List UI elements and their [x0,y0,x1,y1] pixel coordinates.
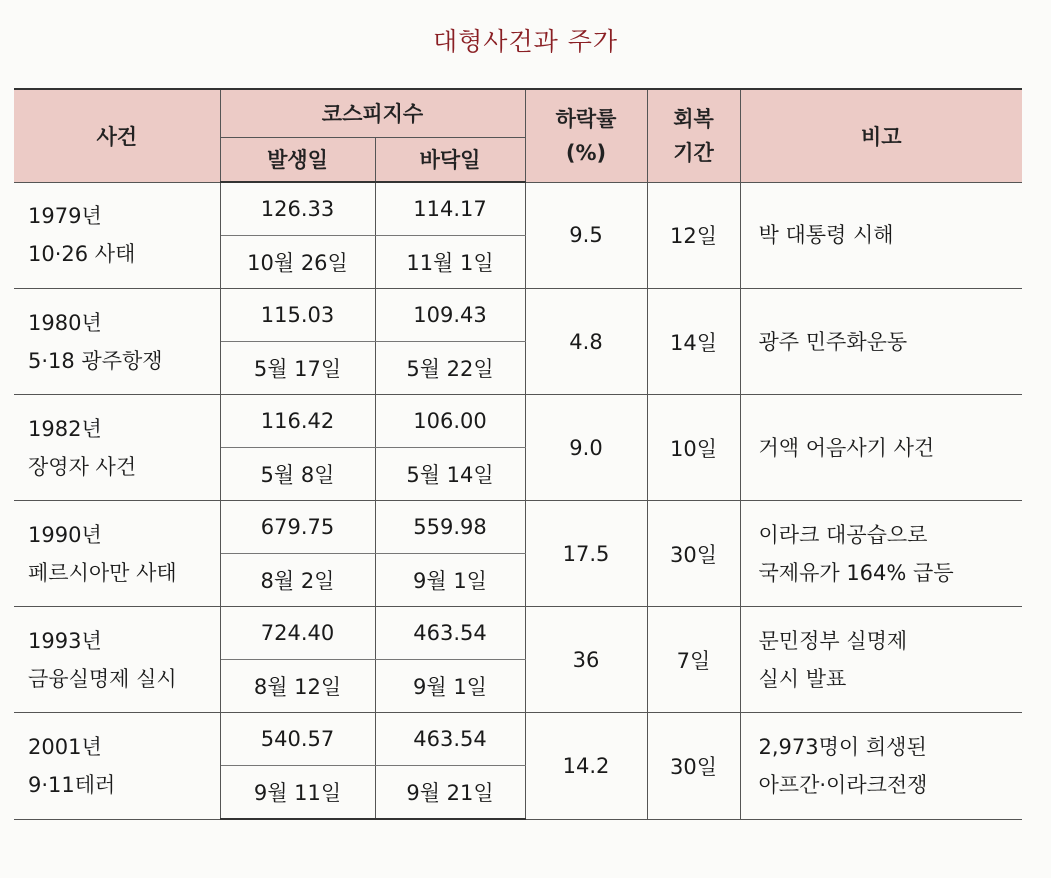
table-row [14,607,1022,660]
note-line2: 아프간·이라크전쟁 [758,772,928,797]
decline-rate: 9.5 [525,182,647,289]
event-year: 1979년 [28,204,102,229]
event-cell [14,182,220,289]
bottom-date: 9월 21일 [375,766,525,820]
decline-rate: 14.2 [525,713,647,820]
header-recovery-line2: 기간 [673,140,714,165]
occurrence-date: 5월 8일 [220,448,375,501]
note-cell [740,607,1022,713]
occurrence-value: 679.75 [220,501,375,554]
bottom-value: 463.54 [375,607,525,660]
table-row [14,713,1022,766]
header-recovery [647,89,740,182]
event-year: 2001년 [28,734,102,759]
bottom-date: 9월 1일 [375,554,525,607]
recovery-period: 10일 [647,395,740,501]
occurrence-date: 10월 26일 [220,236,375,289]
page-title: 대형사건과 주가 [433,27,618,56]
decline-rate: 4.8 [525,289,647,395]
note-line2: 국제유가 164% 급등 [758,560,954,585]
occurrence-value: 540.57 [220,713,375,766]
note-cell [740,501,1022,607]
event-cell [14,607,220,713]
table-row [14,501,1022,554]
events-table [14,88,1022,820]
header-note: 비고 [740,89,1022,182]
event-year: 1982년 [28,416,102,441]
occurrence-date: 9월 11일 [220,766,375,820]
event-cell [14,713,220,820]
bottom-date: 9월 1일 [375,660,525,713]
recovery-period: 7일 [647,607,740,713]
event-name: 장영자 사건 [28,454,137,479]
bottom-value: 114.17 [375,182,525,236]
occurrence-date: 8월 2일 [220,554,375,607]
header-recovery-line1: 회복 [673,106,714,131]
occurrence-value: 724.40 [220,607,375,660]
header-bottom: 바닥일 [375,137,525,182]
occurrence-date: 8월 12일 [220,660,375,713]
bottom-value: 106.00 [375,395,525,448]
note-line1: 2,973명이 희생된 [758,734,927,759]
note-cell [740,289,1022,395]
bottom-date: 5월 22일 [375,342,525,395]
occurrence-value: 115.03 [220,289,375,342]
event-name: 페르시아만 사태 [28,560,177,585]
recovery-period: 30일 [647,713,740,820]
occurrence-date: 5월 17일 [220,342,375,395]
recovery-period: 14일 [647,289,740,395]
note-line1: 거액 어음사기 사건 [758,435,935,460]
bottom-date: 11월 1일 [375,236,525,289]
event-name: 10·26 사태 [28,242,136,267]
table-body [14,182,1022,819]
event-name: 9·11테러 [28,772,116,797]
table-row [14,182,1022,236]
header-occurrence: 발생일 [220,137,375,182]
table-row [14,289,1022,342]
event-name: 5·18 광주항쟁 [28,348,163,373]
header-decline-line2: (%) [565,140,607,165]
note-cell [740,182,1022,289]
occurrence-value: 116.42 [220,395,375,448]
note-cell [740,713,1022,820]
bottom-value: 109.43 [375,289,525,342]
event-year: 1990년 [28,522,102,547]
note-cell [740,395,1022,501]
bottom-date: 5월 14일 [375,448,525,501]
table-row [14,395,1022,448]
decline-rate: 9.0 [525,395,647,501]
header-decline-line1: 하락률 [555,106,617,131]
decline-rate: 36 [525,607,647,713]
decline-rate: 17.5 [525,501,647,607]
bottom-value: 559.98 [375,501,525,554]
note-line1: 이라크 대공습으로 [758,522,928,547]
note-line1: 박 대통령 시해 [758,223,894,248]
recovery-period: 12일 [647,182,740,289]
header-decline [525,89,647,182]
event-cell [14,501,220,607]
bottom-value: 463.54 [375,713,525,766]
note-line1: 광주 민주화운동 [758,329,908,354]
event-cell [14,395,220,501]
event-cell [14,289,220,395]
note-line2: 실시 발표 [758,666,847,691]
event-year: 1980년 [28,310,102,335]
event-name: 금융실명제 실시 [28,666,177,691]
recovery-period: 30일 [647,501,740,607]
event-year: 1993년 [28,628,102,653]
header-kospi: 코스피지수 [220,89,525,137]
occurrence-value: 126.33 [220,182,375,236]
table-header [14,89,1022,182]
note-line1: 문민정부 실명제 [758,628,908,653]
header-event: 사건 [14,89,220,182]
